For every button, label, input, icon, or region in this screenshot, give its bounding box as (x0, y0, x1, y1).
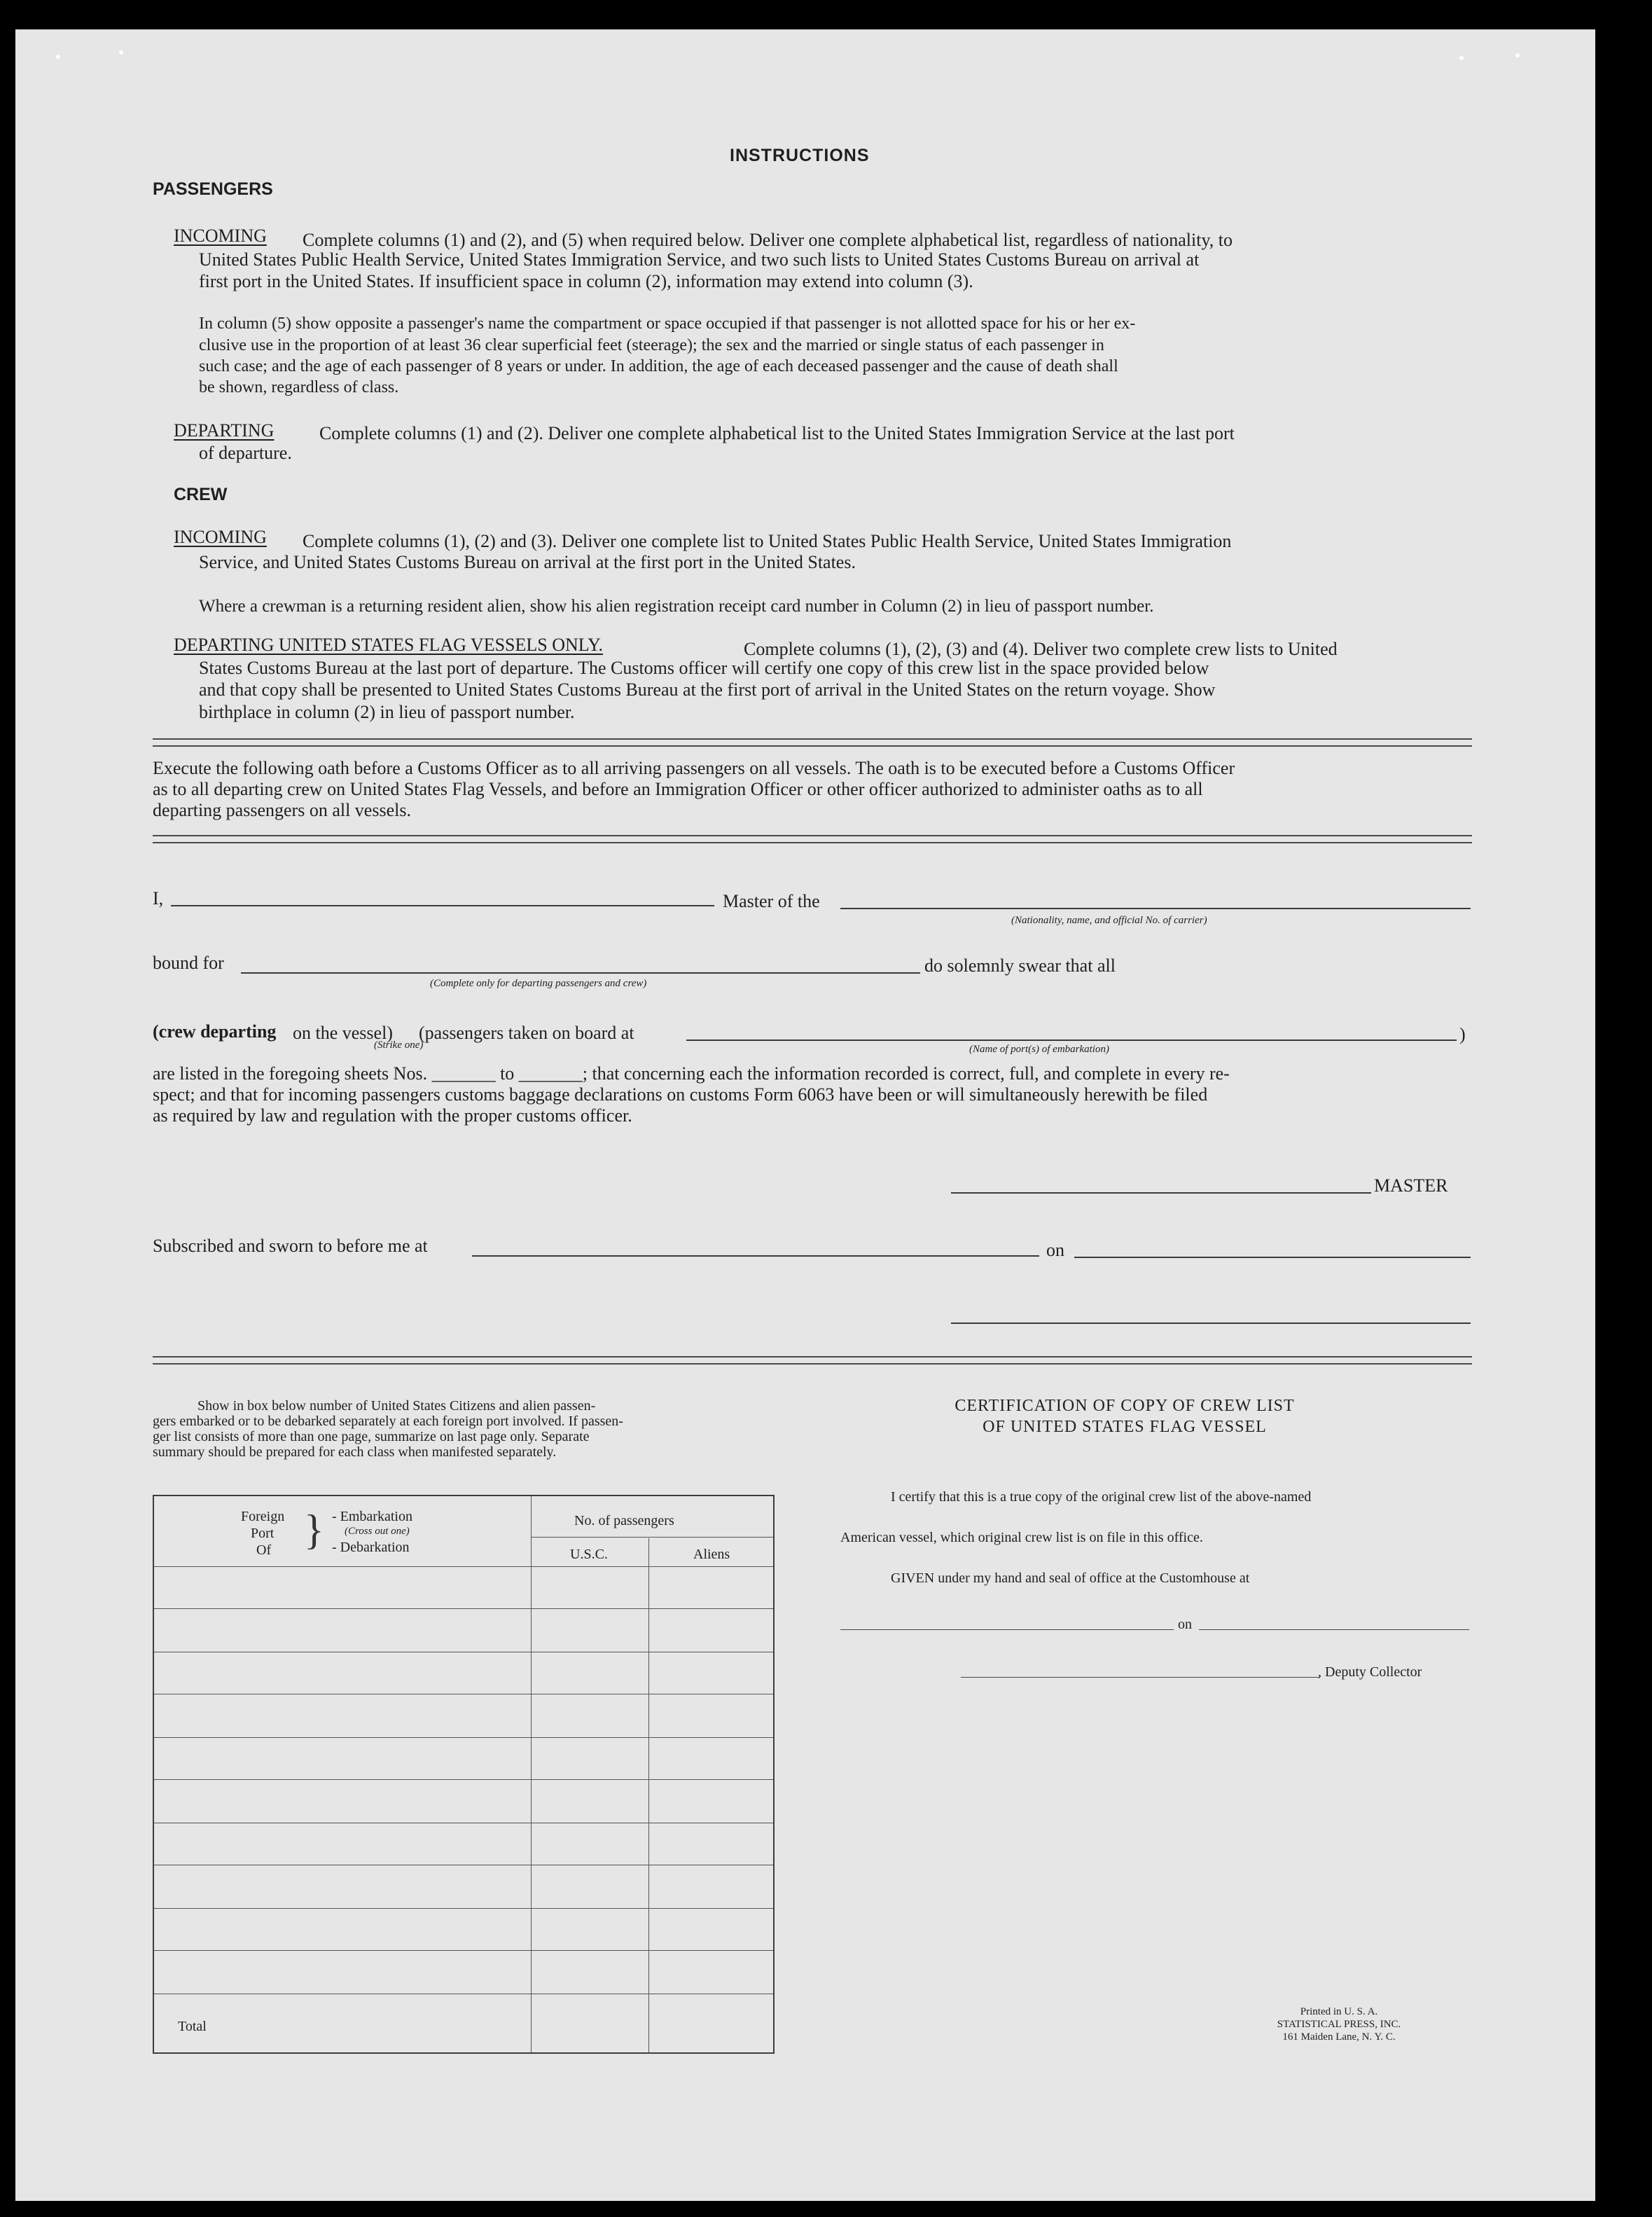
strike-one-caption: (Strike one) (374, 1040, 424, 1051)
passengers-incoming-text: United States Public Health Service, United States Immigration Service, and two such lists to United States Customs Bureau on arrival at (199, 249, 1200, 270)
bound-for-caption: (Complete only for departing passengers and crew) (430, 978, 647, 989)
printer-info: 161 Maiden Lane, N. Y. C. (1282, 2031, 1396, 2043)
edge-speck (119, 50, 123, 55)
document-page (15, 29, 1595, 2201)
oath-intro-text: Execute the following oath before a Customs Officer as to all arriving passengers on all vessels. The oath is to be executed before a Customs Officer (153, 758, 1235, 778)
edge-speck (1459, 56, 1464, 60)
passengers-taken-option[interactable]: (passengers taken on board at (419, 1023, 634, 1043)
given-text: GIVEN under my hand and seal of office at the Customhouse at (891, 1570, 1250, 1586)
cross-out-caption: (Cross out one) (345, 1526, 410, 1537)
summary-intro: gers embarked or to be debarked separately at each foreign port involved. If passen- (153, 1414, 623, 1429)
subscribed-label: Subscribed and sworn to before me at (153, 1236, 428, 1256)
deputy-signature-field[interactable] (961, 1677, 1319, 1678)
passengers-departing-text: of departure. (199, 443, 292, 463)
certification-title: OF UNITED STATES FLAG VESSEL (983, 1418, 1267, 1436)
brace-icon: } (304, 1507, 324, 1553)
listed-text: as required by law and regulation with the proper customs officer. (153, 1105, 632, 1126)
summary-intro: summary should be prepared for each class when manifested separately. (153, 1444, 557, 1460)
section-divider (153, 1356, 1472, 1365)
total-label: Total (178, 2019, 207, 2034)
certify-text: I certify that this is a true copy of the original crew list of the above-named (891, 1489, 1312, 1505)
printer-info: STATISTICAL PRESS, INC. (1277, 2019, 1401, 2030)
edge-speck (1515, 53, 1520, 57)
no-passengers-header: No. of passengers (574, 1513, 674, 1528)
column5-text: clusive use in the proportion of at least 36 clear superficial feet (steerage); the sex and the married or single status of each passenger in (199, 336, 1104, 354)
page-title: INSTRUCTIONS (730, 146, 870, 165)
crew-departing-text: Complete columns (1), (2), (3) and (4). Deliver two complete crew lists to United (744, 639, 1338, 659)
column5-text: be shown, regardless of class. (199, 378, 399, 396)
master-label: MASTER (1374, 1175, 1448, 1196)
port-of-embarkation-field[interactable] (686, 1040, 1457, 1041)
sworn-date-field[interactable] (1074, 1257, 1471, 1258)
oath-intro-text: as to all departing crew on United States Flag Vessels, and before an Immigration Officer or other officer authorized to administer oaths as to all (153, 779, 1203, 799)
crew-incoming-text: Complete columns (1), (2) and (3). Deliver one complete list to United States Public Health Service, United States Immigration (303, 531, 1232, 551)
carrier-field[interactable] (840, 908, 1471, 909)
master-name-field[interactable] (171, 905, 714, 906)
passengers-incoming-label: INCOMING (174, 226, 267, 246)
deputy-collector-label: , Deputy Collector (1318, 1664, 1422, 1680)
of-label: Of (256, 1542, 272, 1558)
section-divider (153, 835, 1472, 843)
bound-for-label: bound for (153, 953, 224, 973)
cert-on-label: on (1178, 1617, 1192, 1632)
customhouse-field[interactable] (840, 1629, 1174, 1630)
oath-intro-text: departing passengers on all vessels. (153, 800, 411, 820)
summary-table (153, 1495, 775, 2054)
crew-incoming-label: INCOMING (174, 527, 267, 547)
crew-resident-text: Where a crewman is a returning resident alien, show his alien registration receipt card number in Column (2) in lieu of passport number. (199, 597, 1154, 616)
crew-departing-option[interactable]: (crew departing (153, 1021, 277, 1042)
master-of-the-label: Master of the (723, 891, 820, 911)
crew-heading: CREW (174, 485, 228, 504)
column5-text: In column (5) show opposite a passenger's name the compartment or space occupied if that passenger is not allotted space for his or her ex- (199, 315, 1136, 333)
passengers-departing-label: DEPARTING (174, 420, 275, 441)
summary-intro: ger list consists of more than one page, summarize on last page only. Separate (153, 1429, 590, 1444)
bound-for-field[interactable] (241, 972, 920, 974)
close-paren: ) (1459, 1024, 1466, 1044)
sworn-place-field[interactable] (472, 1255, 1039, 1257)
listed-text: are listed in the foregoing sheets Nos. _______ to _______; that concerning each the information recorded is correct, full, and complete in every re- (153, 1063, 1230, 1084)
crew-departing-label: DEPARTING UNITED STATES FLAG VESSELS ONLY. (174, 635, 603, 655)
carrier-caption: (Nationality, name, and official No. of carrier) (1011, 915, 1207, 926)
printer-info: Printed in U. S. A. (1300, 2006, 1378, 2017)
passengers-incoming-text: first port in the United States. If insufficient space in column (2), information may extend into column (3). (199, 271, 973, 291)
certification-title: CERTIFICATION OF COPY OF CREW LIST (955, 1397, 1295, 1415)
passengers-heading: PASSENGERS (153, 179, 273, 199)
section-divider (153, 738, 1472, 747)
crew-departing-text: birthplace in column (2) in lieu of passport number. (199, 702, 575, 722)
summary-intro: Show in box below number of United States Citizens and alien passen- (197, 1398, 596, 1414)
debarkation-option[interactable]: - Debarkation (332, 1540, 410, 1555)
american-vessel-text: American vessel, which original crew list is on file in this office. (840, 1530, 1203, 1545)
embarkation-option[interactable]: - Embarkation (332, 1509, 412, 1524)
foreign-label: Foreign (241, 1509, 285, 1524)
sworn-on-label: on (1046, 1240, 1064, 1260)
crew-departing-text: and that copy shall be presented to United States Customs Bureau at the first port of arrival in the United States on the return voyage. Show (199, 679, 1216, 700)
port-caption: (Name of port(s) of embarkation) (969, 1044, 1109, 1055)
listed-text: spect; and that for incoming passengers customs baggage declarations on customs Form 6063 have been or will simultaneously herewith be filed (153, 1084, 1208, 1105)
port-label: Port (251, 1526, 275, 1541)
on-vessel-text: on the vessel) (293, 1023, 393, 1043)
usc-header: U.S.C. (570, 1547, 608, 1562)
aliens-header: Aliens (693, 1547, 730, 1562)
crew-departing-text: States Customs Bureau at the last port of departure. The Customs officer will certify one copy of this crew list in the space provided below (199, 658, 1209, 678)
cert-date-field[interactable] (1199, 1629, 1469, 1630)
edge-speck (56, 55, 60, 59)
officer-signature-field[interactable] (951, 1322, 1471, 1324)
swear-text: do solemnly swear that all (924, 955, 1116, 976)
passengers-departing-text: Complete columns (1) and (2). Deliver one complete alphabetical list to the United States Immigration Service at the last port (319, 423, 1235, 443)
oath-i: I, (153, 888, 164, 909)
column5-text: such case; and the age of each passenger of 8 years or under. In addition, the age of each deceased passenger and the cause of death shall (199, 357, 1118, 375)
crew-incoming-text: Service, and United States Customs Bureau on arrival at the first port in the United States. (199, 552, 856, 572)
passengers-incoming-text: Complete columns (1) and (2), and (5) when required below. Deliver one complete alphabetical list, regardless of nationality, to (303, 230, 1233, 250)
master-signature-field[interactable] (951, 1192, 1371, 1194)
